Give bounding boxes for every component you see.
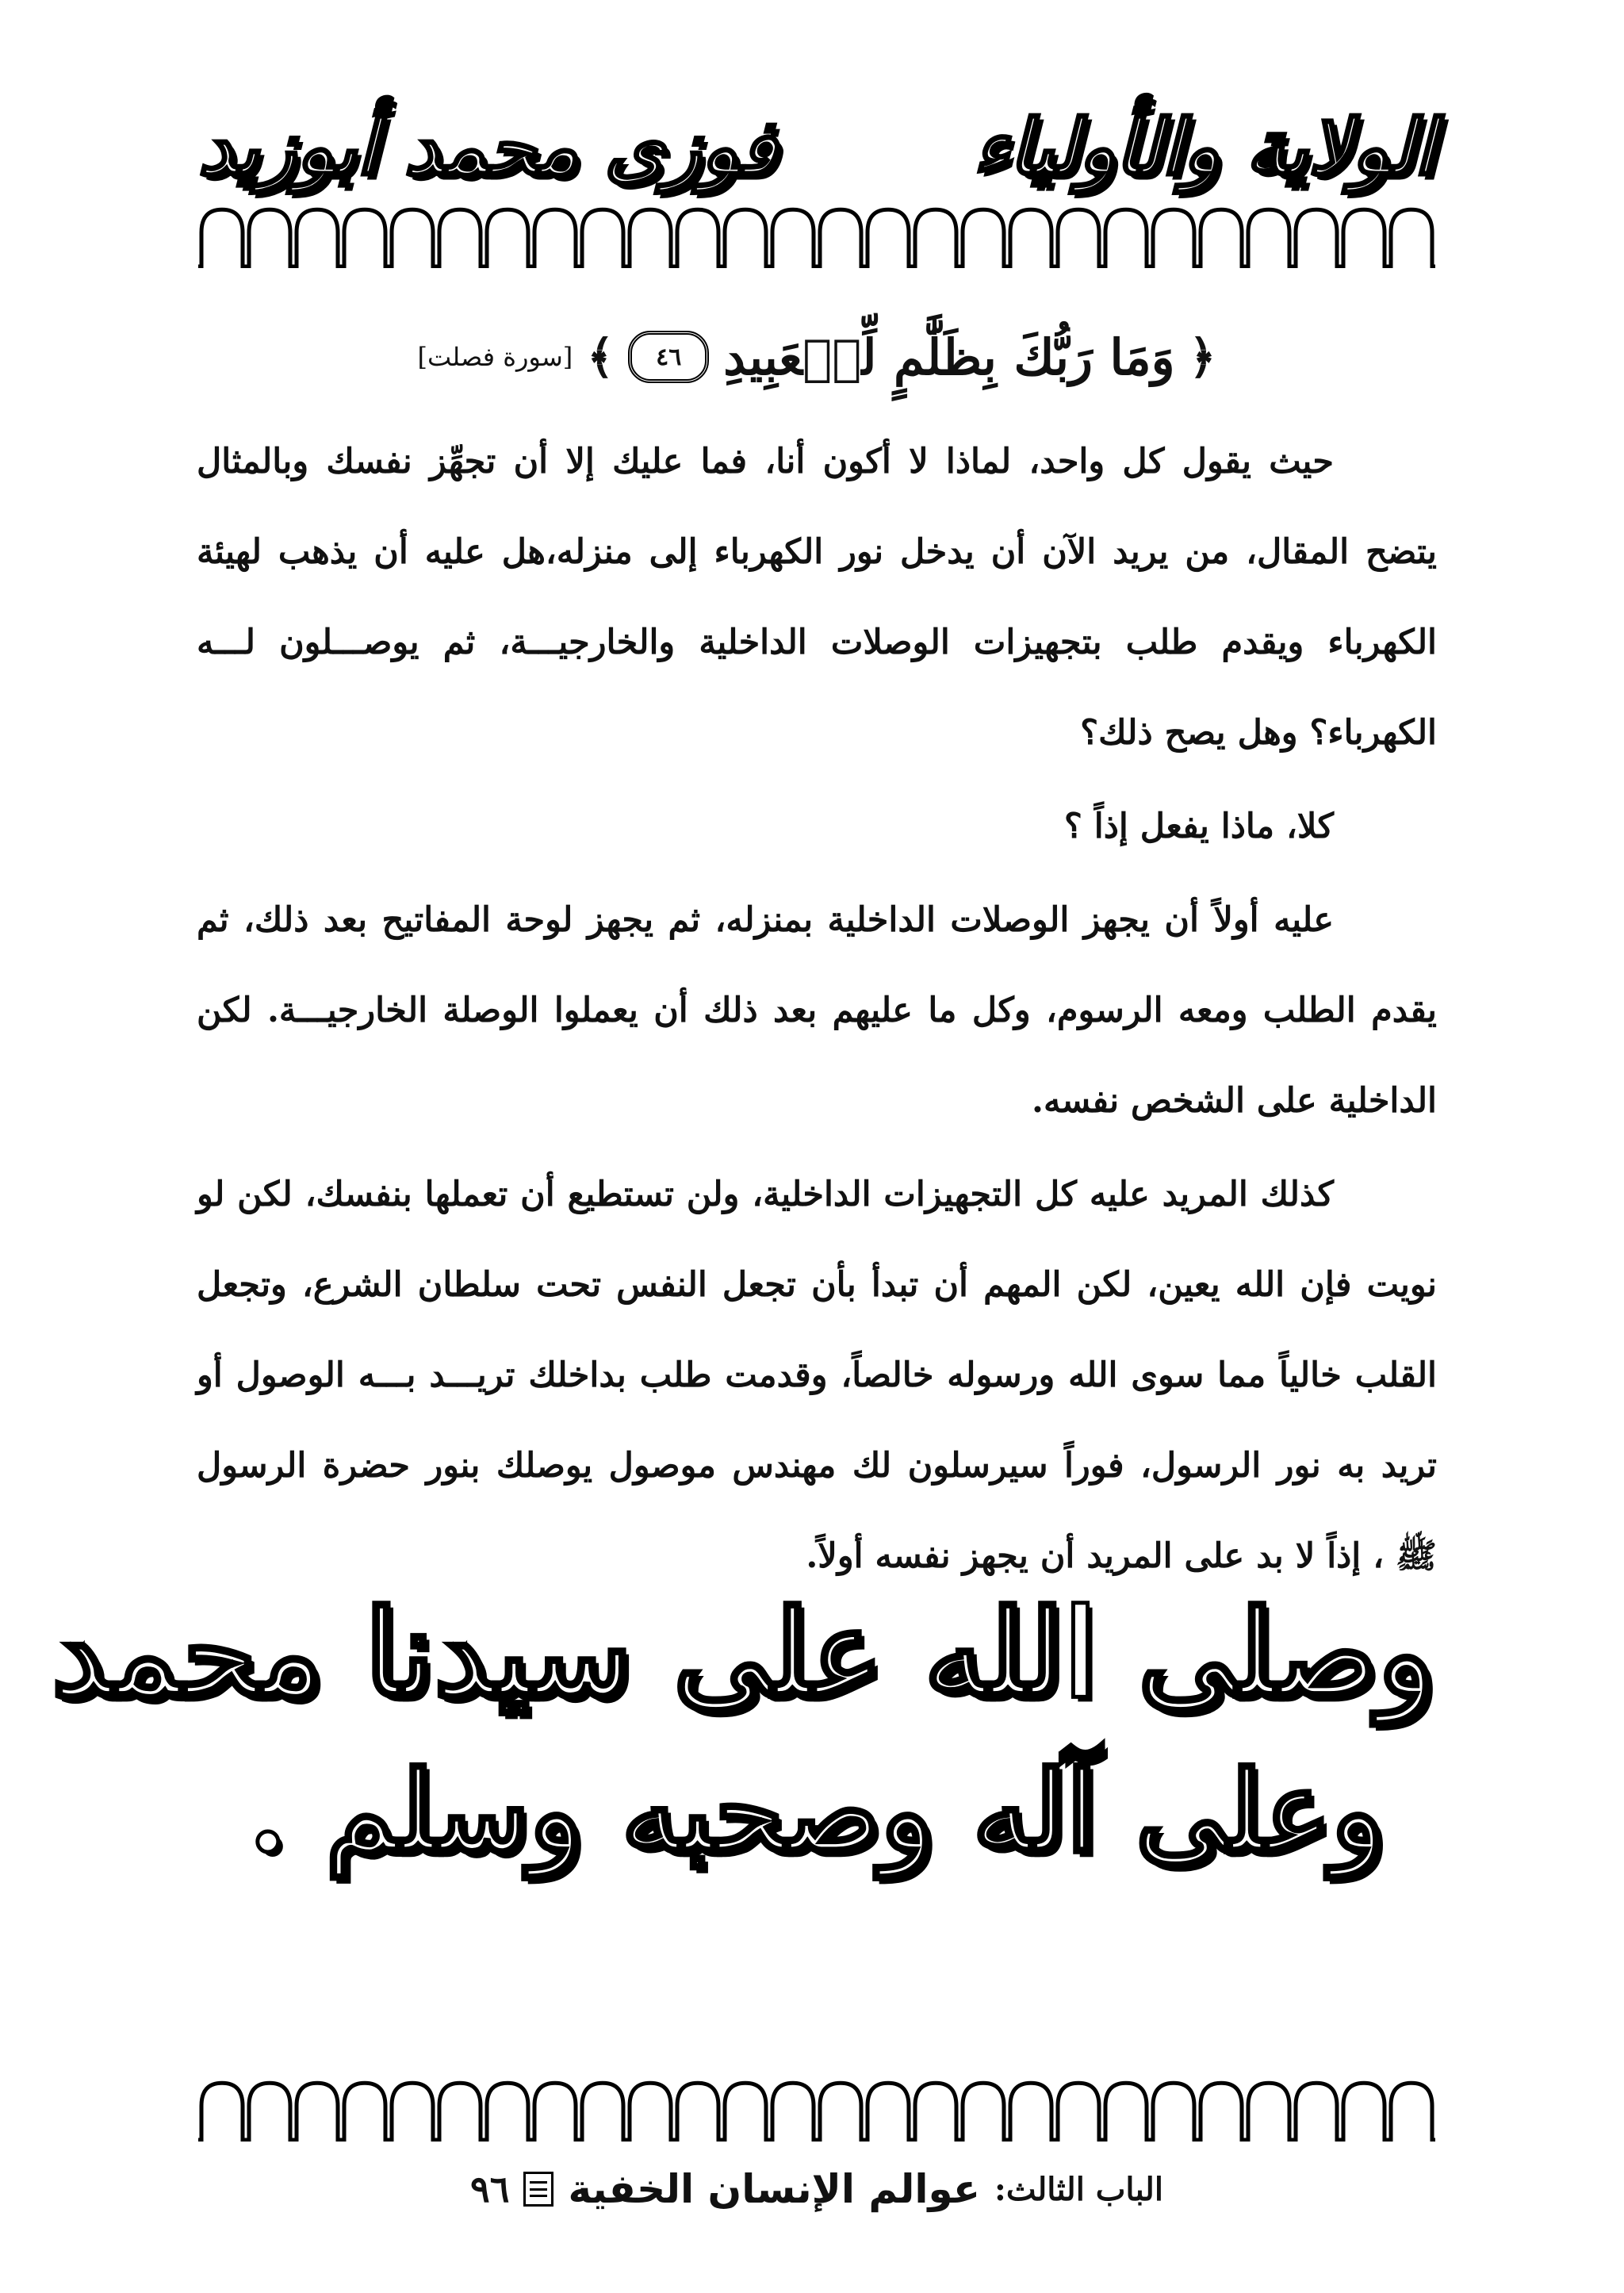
top-arch-border <box>198 205 1435 268</box>
book-title: الولاية والأولياء <box>973 102 1435 192</box>
surah-reference: [سورة فصلت] <box>417 342 573 372</box>
page-footer <box>198 2157 1435 2221</box>
chapter-title: عوالم الإنسان الخفية <box>568 2166 981 2212</box>
calligraphy-line-2: وعلى آله وصحبه وسلم . <box>248 1747 1385 1877</box>
verse-number-badge: ٤٦ <box>628 331 709 383</box>
verse-open-bracket: ﴿ <box>1189 330 1216 384</box>
verse-close-bracket: ﴾ <box>587 330 615 384</box>
body-text <box>197 416 1437 1601</box>
page-header <box>198 95 1435 198</box>
arch-border-ornament <box>198 2078 1435 2142</box>
paragraph: كذلك المريد عليه كل التجهيزات الداخلية، ولن تستطيع أن تعملها بنفسك، لكن لو نويت فإن الله يعين، لكن المهم أن تبدأ بأن تجعل النفس تحت سلطان الشرع، وتجعل القلب خالياً مما سوى الله ورسوله خالصاً، وقدمت طلب بداخلك تريـــد بـــه الوصول أو تريد به نور الرسول، فوراً سيرسلون لك مهندس موصول يوصلك بنور حضرة الرسول ﷺ ، إذاً لا بد على المريد أن يجهز نفسه أولاً. <box>197 1175 1437 1576</box>
arch-border-ornament <box>198 205 1435 268</box>
bottom-arch-border <box>198 2078 1435 2142</box>
paragraph: عليه أولاً أن يجهز الوصلات الداخلية بمنزله، ثم يجهز لوحة المفاتيح بعد ذلك، ثم يقدم الطلب ومعه الرسوم، وكل ما عليهم بعد ذلك أن يعملوا الوصلة الخارجيـــة. لكن الداخلية على الشخص نفسه. <box>197 900 1437 1121</box>
page-number: ٩٦ <box>470 2168 510 2211</box>
paragraph: كلا، ماذا يفعل إذاً ؟ <box>1063 807 1334 846</box>
author-name: فوزى محمد أبوزيد <box>198 102 777 192</box>
paragraph: حيث يقول كل واحد، لماذا لا أكون أنا، فما عليك إلا أن تجهِّز نفسك وبالمثال يتضح المقال، من يريد الآن أن يدخل نور الكهرباء إلى منزله،هل عليه أن يذهب لهيئة الكهرباء ويقدم طلب بتجهيزات الوصلات الداخلية والخارجيـــة، ثم يوصـــلون لـــه الكهرباء؟ وهل يصح ذلك؟ <box>197 442 1437 753</box>
book-icon <box>523 2172 553 2207</box>
chapter-label: الباب الثالث: <box>994 2170 1163 2208</box>
verse-text: وَمَا رَبُّكَ بِظَلَّٰمٍ لِّلۡعَبِيدِ <box>723 328 1175 386</box>
quran-verse <box>198 313 1435 401</box>
calligraphy-line-1: وصلى الله على سيدنا محمد <box>52 1584 1435 1724</box>
